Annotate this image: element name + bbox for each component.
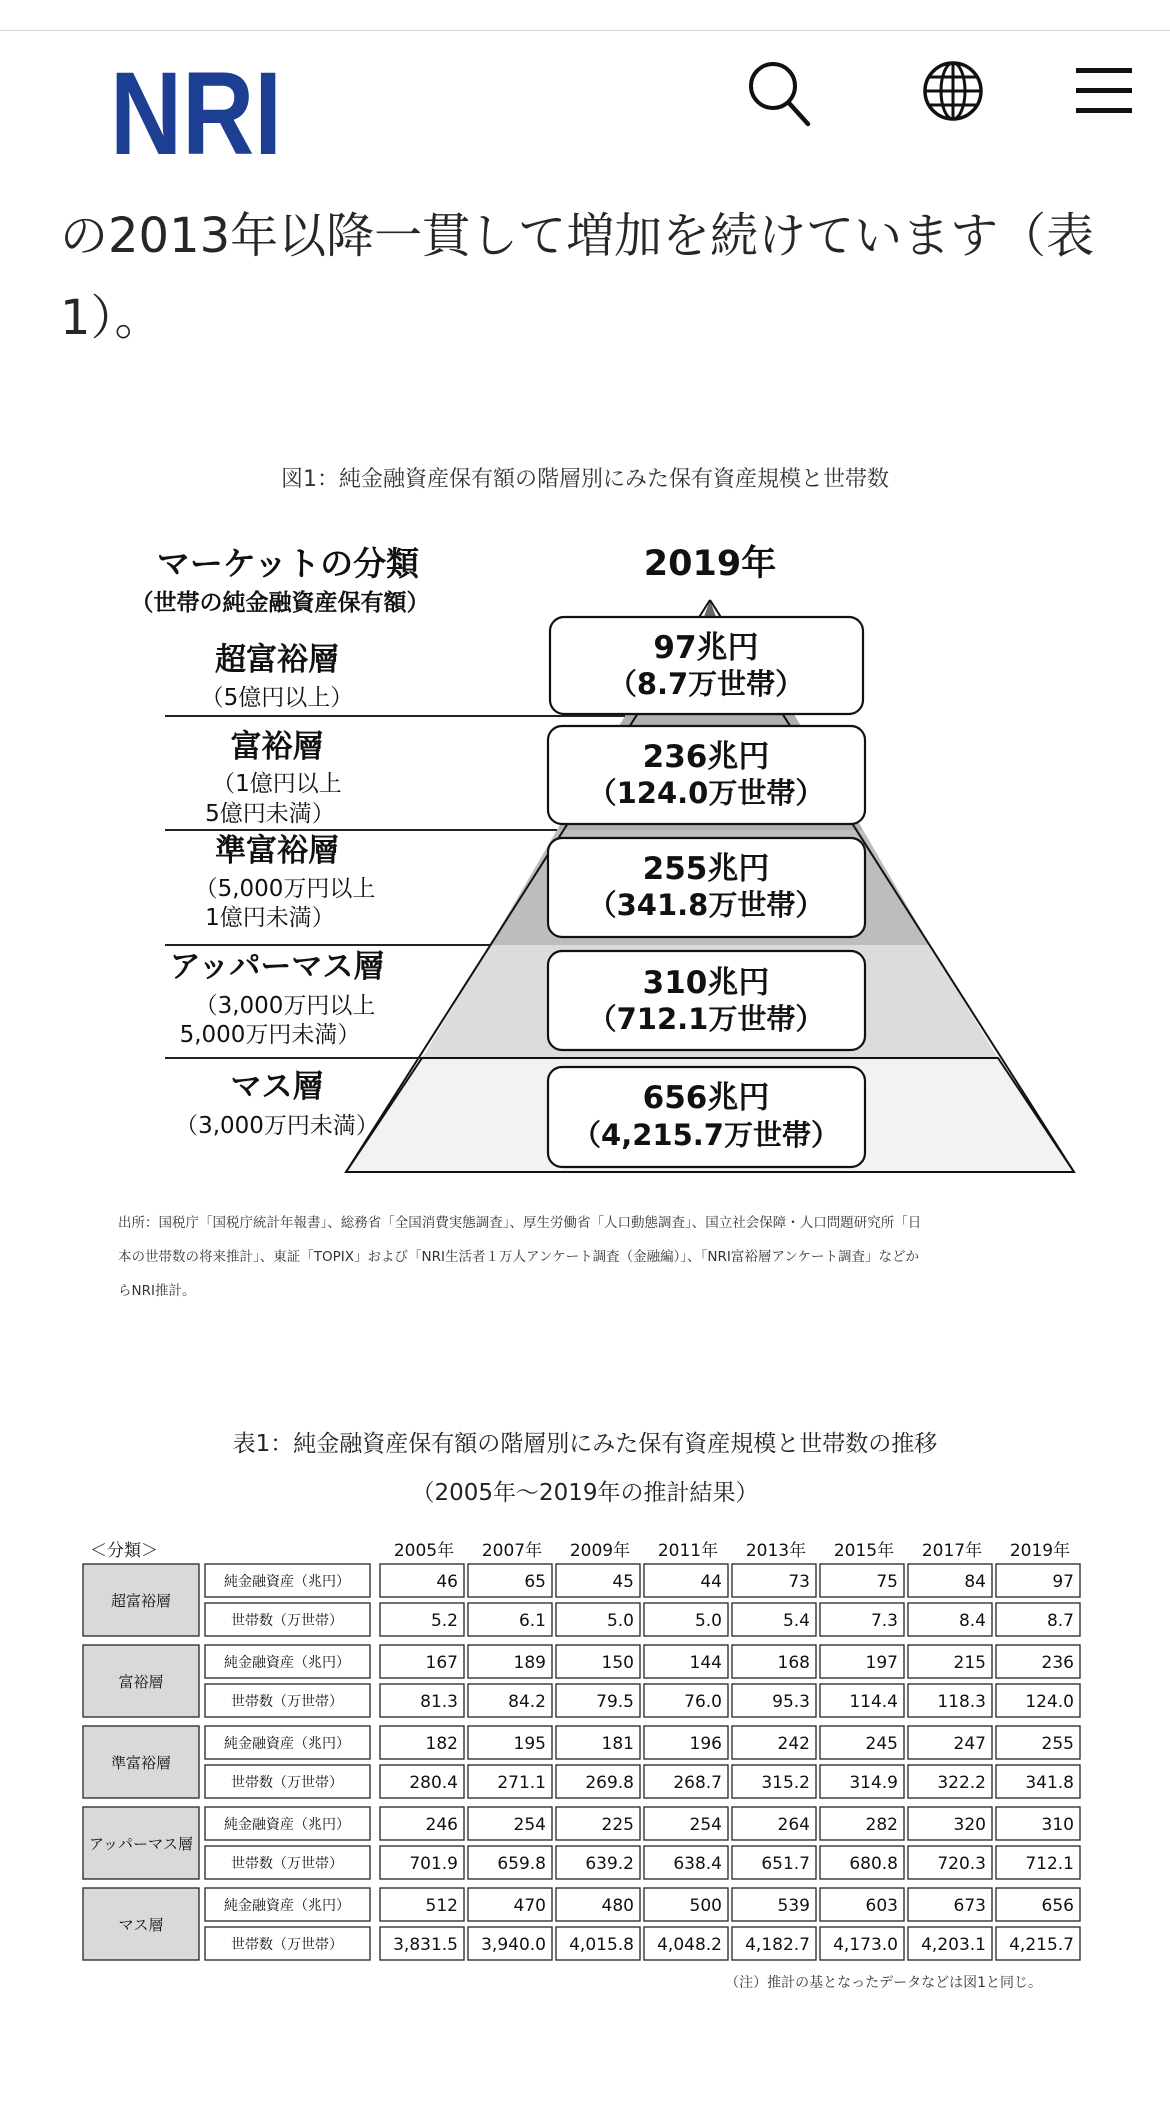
tier-value: 236兆円 [642, 739, 770, 775]
year-header: 2019年 [1009, 1541, 1071, 1561]
tier-range: （5,000万円以上 [194, 876, 376, 902]
table1-subcaption: （2005年～2019年の推計結果） [411, 1480, 759, 1506]
data-cell: 254 [513, 1815, 546, 1835]
figure-heading-year: 2019年 [643, 544, 777, 584]
tier-range: （3,000万円以上 [194, 993, 376, 1019]
tier-name: 富裕層 [230, 729, 324, 765]
data-cell: 197 [865, 1653, 898, 1673]
data-cell: 144 [689, 1653, 722, 1673]
row-label: 純金融資産（兆円） [224, 1736, 350, 1752]
data-cell: 189 [513, 1653, 546, 1673]
data-cell: 341.8 [1025, 1773, 1074, 1793]
data-cell: 236 [1041, 1653, 1074, 1673]
data-cell: 225 [601, 1815, 634, 1835]
table1-note: （注）推計の基となったデータなどは図1と同じ。 [725, 1975, 1042, 1991]
row-label: 世帯数（万世帯） [231, 1775, 343, 1791]
year-header: 2015年 [833, 1541, 895, 1561]
data-cell: 84.2 [508, 1692, 546, 1712]
data-cell: 712.1 [1025, 1854, 1074, 1874]
tier-households: （712.1万世帯） [587, 1002, 825, 1036]
data-cell: 246 [425, 1815, 458, 1835]
group-label: マス層 [118, 1916, 164, 1934]
row-label: 純金融資産（兆円） [224, 1817, 350, 1833]
data-cell: 255 [1041, 1734, 1074, 1754]
row-label: 純金融資産（兆円） [224, 1574, 350, 1590]
data-cell: 84 [964, 1572, 986, 1592]
year-header: 2007年 [481, 1541, 543, 1561]
tier-range: 1億円未満） [205, 905, 335, 931]
data-cell: 242 [777, 1734, 810, 1754]
data-cell: 4,173.0 [833, 1935, 898, 1955]
data-cell: 4,048.2 [657, 1935, 722, 1955]
data-cell: 79.5 [596, 1692, 634, 1712]
row-label: 純金融資産（兆円） [224, 1898, 350, 1914]
data-cell: 8.4 [958, 1611, 986, 1631]
data-cell: 269.8 [585, 1773, 634, 1793]
logo-text: NRI [110, 48, 282, 180]
row-label: 世帯数（万世帯） [231, 1694, 343, 1710]
data-cell: 114.4 [849, 1692, 898, 1712]
row-label: 世帯数（万世帯） [231, 1937, 343, 1953]
data-cell: 603 [865, 1896, 898, 1916]
data-cell: 182 [425, 1734, 458, 1754]
data-cell: 45 [612, 1572, 634, 1592]
data-cell: 75 [876, 1572, 898, 1592]
data-cell: 280.4 [409, 1773, 458, 1793]
data-cell: 167 [425, 1653, 458, 1673]
data-cell: 118.3 [937, 1692, 986, 1712]
data-cell: 124.0 [1025, 1692, 1074, 1712]
tier-range: 5,000万円未満） [179, 1022, 361, 1048]
data-cell: 656 [1041, 1896, 1074, 1916]
tier-name: 準富裕層 [215, 833, 339, 869]
year-header: 2009年 [569, 1541, 631, 1561]
data-cell: 81.3 [420, 1692, 458, 1712]
data-cell: 322.2 [937, 1773, 986, 1793]
data-cell: 196 [689, 1734, 722, 1754]
data-cell: 639.2 [585, 1854, 634, 1874]
data-cell: 315.2 [761, 1773, 810, 1793]
data-cell: 95.3 [772, 1692, 810, 1712]
tier-households: （8.7万世帯） [607, 667, 805, 701]
data-cell: 268.7 [673, 1773, 722, 1793]
source-line: らNRI推計。 [118, 1283, 196, 1299]
figure-heading-left-sub: （世帯の純金融資産保有額） [130, 590, 430, 616]
data-cell: 4,182.7 [745, 1935, 810, 1955]
tier-households: （124.0万世帯） [587, 776, 825, 810]
intro-paragraph: の2013年以降一貫して増加を続けています（表1）。 [60, 208, 1095, 346]
data-cell: 3,940.0 [481, 1935, 546, 1955]
data-cell: 247 [953, 1734, 986, 1754]
data-cell: 195 [513, 1734, 546, 1754]
data-cell: 245 [865, 1734, 898, 1754]
tier-value: 310兆円 [642, 965, 770, 1001]
data-cell: 651.7 [761, 1854, 810, 1874]
data-cell: 254 [689, 1815, 722, 1835]
data-cell: 5.0 [606, 1611, 634, 1631]
tier-value: 97兆円 [653, 630, 759, 666]
tier-value: 656兆円 [642, 1080, 770, 1116]
data-cell: 271.1 [497, 1773, 546, 1793]
data-cell: 76.0 [684, 1692, 722, 1712]
tier-range: （3,000万円未満） [175, 1113, 379, 1139]
data-cell: 282 [865, 1815, 898, 1835]
data-cell: 73 [788, 1572, 810, 1592]
data-cell: 480 [601, 1896, 634, 1916]
data-cell: 4,203.1 [921, 1935, 986, 1955]
group-label: 超富裕層 [110, 1592, 172, 1610]
data-cell: 215 [953, 1653, 986, 1673]
pyramid-apex [704, 600, 716, 617]
data-cell: 512 [425, 1896, 458, 1916]
group-label: 準富裕層 [110, 1754, 172, 1772]
source-line: 本の世帯数の将来推計」、東証「TOPIX」および「NRI生活者１万人アンケート調査（金融編）」、「NRI富裕層アンケート調査」などか [118, 1249, 920, 1265]
data-cell: 4,015.8 [569, 1935, 634, 1955]
tier-range: 5億円未満） [205, 801, 335, 827]
data-cell: 8.7 [1046, 1611, 1074, 1631]
group-label: アッパーマス層 [89, 1835, 193, 1853]
data-cell: 168 [777, 1653, 810, 1673]
data-cell: 539 [777, 1896, 810, 1916]
row-label: 世帯数（万世帯） [231, 1613, 343, 1629]
tier-name: マス層 [230, 1069, 324, 1105]
tier-households: （4,215.7万世帯） [572, 1118, 840, 1152]
data-cell: 470 [513, 1896, 546, 1916]
source-line: 出所：国税庁「国税庁統計年報書」、総務省「全国消費実態調査」、厚生労働省「人口動態調査」、国立社会保障・人口問題研究所「日 [118, 1215, 922, 1231]
table1 [80, 1534, 1080, 1964]
data-cell: 680.8 [849, 1854, 898, 1874]
year-header: 2017年 [921, 1541, 983, 1561]
data-cell: 5.2 [430, 1611, 458, 1631]
tier-name: アッパーマス層 [169, 949, 385, 985]
year-header: 2011年 [657, 1541, 719, 1561]
tier-name: 超富裕層 [215, 642, 339, 678]
figure1-source [118, 1206, 1078, 1308]
figure1-caption: 図1：純金融資産保有額の階層別にみた保有資産規模と世帯数 [281, 467, 889, 492]
tier-households: （341.8万世帯） [587, 888, 825, 922]
table1-caption: 表1：純金融資産保有額の階層別にみた保有資産規模と世帯数の推移 [232, 1431, 938, 1457]
tier-range: （1億円以上 [212, 771, 342, 797]
data-cell: 150 [601, 1653, 634, 1673]
data-cell: 264 [777, 1815, 810, 1835]
row-label: 世帯数（万世帯） [231, 1856, 343, 1872]
data-cell: 314.9 [849, 1773, 898, 1793]
data-cell: 3,831.5 [393, 1935, 458, 1955]
data-cell: 97 [1052, 1572, 1074, 1592]
year-header: 2013年 [745, 1541, 807, 1561]
year-header: 2005年 [393, 1541, 455, 1561]
figure-heading-left: マーケットの分類 [156, 544, 420, 583]
data-cell: 5.4 [782, 1611, 810, 1631]
data-cell: 6.1 [518, 1611, 546, 1631]
data-cell: 44 [700, 1572, 722, 1592]
data-cell: 310 [1041, 1815, 1074, 1835]
data-cell: 181 [601, 1734, 634, 1754]
data-cell: 4,215.7 [1009, 1935, 1074, 1955]
tier-range: （5億円以上） [200, 685, 354, 711]
data-cell: 720.3 [937, 1854, 986, 1874]
group-label: 富裕層 [118, 1673, 164, 1691]
data-cell: 46 [436, 1572, 458, 1592]
data-cell: 7.3 [870, 1611, 898, 1631]
data-cell: 673 [953, 1896, 986, 1916]
data-cell: 659.8 [497, 1854, 546, 1874]
data-cell: 320 [953, 1815, 986, 1835]
data-cell: 701.9 [409, 1854, 458, 1874]
tier-value: 255兆円 [642, 851, 770, 887]
row-label: 純金融資産（兆円） [224, 1655, 350, 1671]
data-cell: 500 [689, 1896, 722, 1916]
data-cell: 65 [524, 1572, 546, 1592]
data-cell: 5.0 [694, 1611, 722, 1631]
data-cell: 638.4 [673, 1854, 722, 1874]
category-header: ＜分類＞ [90, 1541, 158, 1561]
